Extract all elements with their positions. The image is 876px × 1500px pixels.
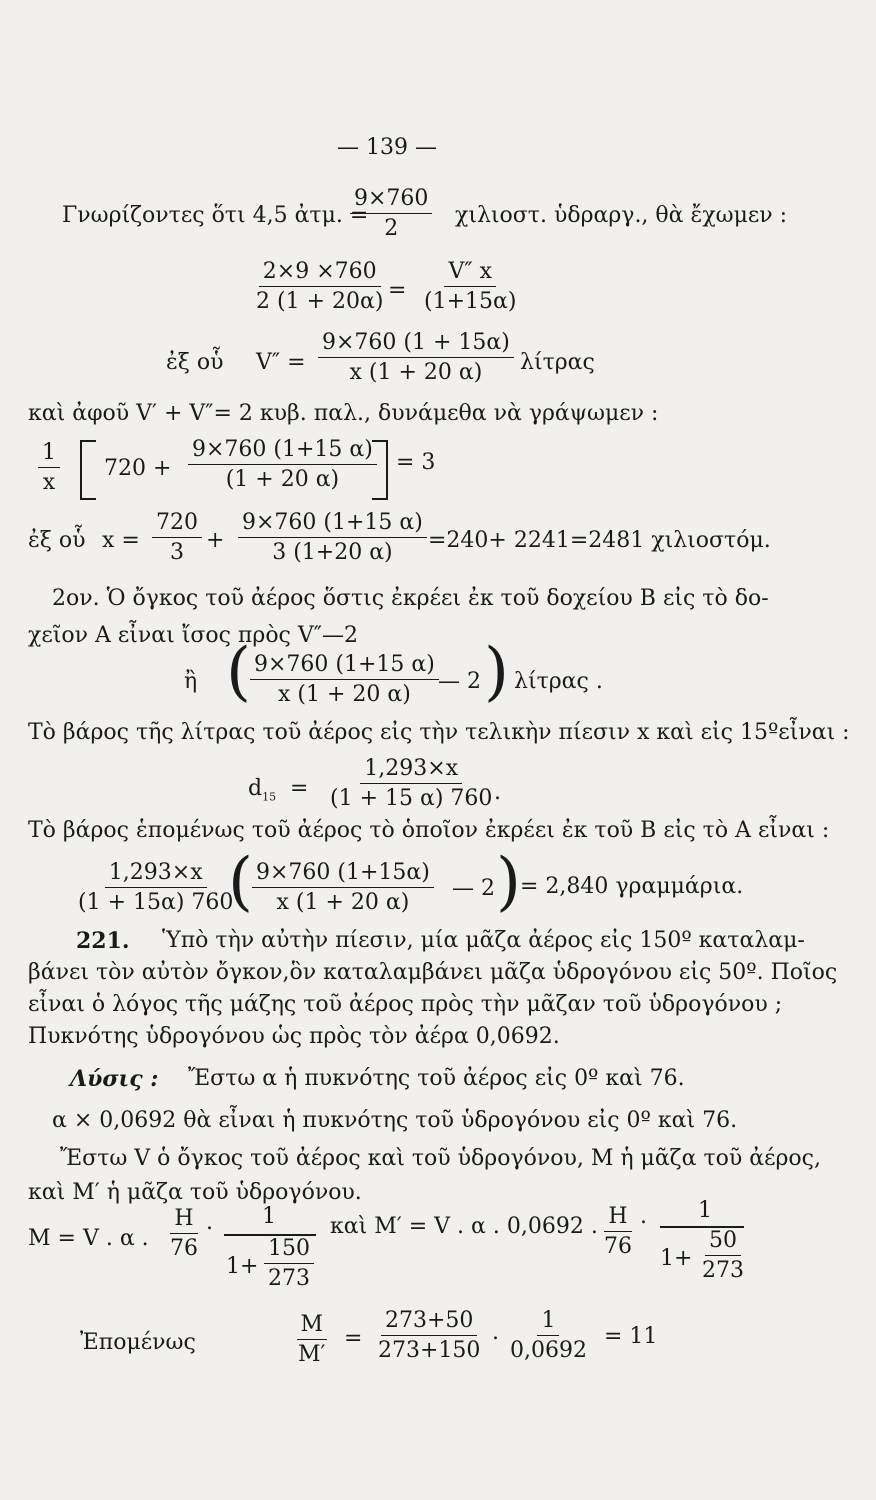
eq8-one-2: 1 [698, 1198, 712, 1223]
eq8-middle: καὶ Μ′ = V . α . 0,0692 . [330, 1214, 598, 1239]
eq7-left-paren: ( [228, 845, 253, 919]
problem-line-2: βάνει τὸν αὐτὸν ὄγκον,ὃν καταλαμβάνει μᾶζα ὑδρογόνου εἰς 50º. Ποῖος [28, 960, 838, 985]
page-number: — 139 — [337, 135, 437, 160]
solution-label: Λύσις : [70, 1066, 159, 1092]
eq9-fraction-1: $\frac{273+50}{273+150}$ [378, 1308, 481, 1364]
eq7-fraction-1: $\frac{1,293\times x}{(1 + 15\alpha) 760}$ [78, 860, 234, 916]
eq7-right-paren: ) [496, 845, 521, 919]
eq4-fraction-720-over-3: $\frac{720}{3}$ [152, 510, 202, 566]
solution-line-1: Ἔστω α ἡ πυκνότης τοῦ ἀέρος εἰς 0º καὶ 76. [188, 1066, 685, 1091]
eq3-fraction: $\frac{9\times 760 (1+15 \alpha)}{(1 + 20 \alpha)}$ [188, 437, 377, 493]
eq4-prefix: ἐξ οὗ [28, 528, 86, 553]
eq4-result: =240+ 2241=2481 χιλιοστόμ. [428, 528, 771, 553]
eq8-50-over-273: $\frac{50}{273}$ [702, 1228, 744, 1284]
eq8-one-plus-1: 1+ [226, 1254, 259, 1279]
eq3-720: 720 + [104, 456, 172, 481]
eq9-dot: . [492, 1320, 499, 1345]
eq5-fraction: $\frac{9\times 760 (1+15 \alpha)}{x (1 + 20 \alpha)}$ [250, 652, 439, 708]
intro-text: Γνωρίζοντες ὅτι 4,5 ἀτμ. = [62, 203, 369, 228]
eq2-fraction: $\frac{9\times 760 (1 + 15\alpha)}{x (1 + 20 \alpha)}$ [318, 330, 514, 386]
eq2-unit: λίτρας [520, 350, 595, 375]
eq9-equals: = [344, 1326, 363, 1351]
eq9-fraction-2: $\frac{1}{0,0692}$ [510, 1308, 587, 1364]
eq2-lhs: V″ = [256, 350, 306, 375]
text-line-8: Τὸ βάρος τῆς λίτρας τοῦ ἀέρος εἰς τὴν τελικὴν πίεσιν x καὶ εἰς 15ºεἶναι : [28, 720, 850, 745]
eq8-dot-1: . [206, 1210, 213, 1235]
eq3-result: = 3 [396, 450, 436, 475]
solution-line-4: καὶ Μ′ ἡ μᾶζα τοῦ ὑδρογόνου. [28, 1180, 362, 1205]
eq5-minus-two: — 2 [438, 669, 481, 694]
eq7-minus-two: — 2 [452, 876, 495, 901]
eq6-dot: . [494, 780, 501, 805]
eq2-prefix: ἐξ οὗ [166, 350, 224, 375]
text-line-9: Τὸ βάρος ἑπομένως τοῦ ἀέρος τὸ ὁποῖον ἐκρέει ἐκ τοῦ Β εἰς τὸ Α εἶναι : [28, 818, 830, 843]
eq1-left-fraction: $\frac{2\times 9 \times 760}{2 (1 + 20\alpha)}$ [256, 259, 384, 315]
eq8-150-over-273: $\frac{150}{273}$ [264, 1236, 314, 1292]
eq6-fraction: $\frac{1,293\times x}{(1 + 15 \alpha) 760}$ [330, 756, 493, 812]
eq8-lhs: Μ = V . α . [28, 1226, 149, 1251]
eq1-equals: = [388, 278, 407, 303]
eq5-left-paren: ( [226, 635, 251, 709]
eq6-d: $d_{15}$ [248, 776, 277, 804]
text-line-4: καὶ ἀφοῦ V′ + V″= 2 κυβ. παλ., δυνάμεθα νὰ γράψωμεν : [28, 401, 659, 426]
problem-line-3: εἶναι ὁ λόγος τῆς μάζης τοῦ ἀέρος πρὸς τὴν μᾶζαν τοῦ ὑδρογόνου ; [28, 992, 783, 1017]
eq4-fraction: $\frac{9\times 760 (1+15 \alpha)}{3 (1+20 \alpha)}$ [238, 510, 427, 566]
eq7-fraction-2: $\frac{9\times 760 (1+15\alpha)}{x (1 + 20 \alpha)}$ [252, 860, 434, 916]
problem-line-1: Ὑπὸ τὴν αὐτὴν πίεσιν, μία μᾶζα ἀέρος εἰς 150º καταλαμ- [162, 928, 805, 953]
problem-number: 221. [76, 928, 130, 954]
eq8-one-plus-2: 1+ [660, 1246, 693, 1271]
intro-text-end: χιλιοστ. ὑδραργ., θὰ ἔχωμεν : [455, 203, 788, 228]
eq1-right-fraction: $\frac{V'' x}{(1+15\alpha)}$ [424, 259, 517, 315]
eq5-prefix: ἢ [184, 669, 198, 694]
eq9-result: = 11 [604, 1324, 658, 1349]
fraction-9x760-over-2: $\frac{9\times 760}{2}$ [350, 186, 432, 242]
para2-line2: χεῖον Α εἶναι ἴσος πρὸς V″—2 [28, 623, 358, 648]
eq8-one-1: 1 [262, 1204, 276, 1229]
eq3-right-bracket [372, 440, 388, 500]
eq3-left-bracket [80, 440, 96, 500]
eq3-one-over-x: $\frac{1}{x}$ [38, 440, 60, 496]
solution-line-3: Ἔστω V ὁ ὄγκος τοῦ ἀέρος καὶ τοῦ ὑδρογόνου, Μ ἡ μᾶζα τοῦ ἀέρος, [60, 1146, 821, 1171]
eq8-h-over-76: $\frac{H}{76}$ [170, 1206, 198, 1262]
eq4-lhs: x = [102, 528, 140, 553]
eq5-unit: λίτρας . [514, 669, 603, 694]
eq9-m-over-m-prime: $\frac{M}{M'}$ [298, 1312, 326, 1368]
eq9-prefix: Ἐπομένως [80, 1330, 196, 1355]
eq6-equals: = [290, 776, 309, 801]
solution-line-2: α × 0,0692 θὰ εἶναι ἡ πυκνότης τοῦ ὑδρογόνου εἰς 0º καὶ 76. [52, 1108, 738, 1133]
eq5-right-paren: ) [484, 635, 509, 709]
eq8-h-over-76-2: $\frac{H}{76}$ [604, 1204, 632, 1260]
eq7-result: = 2,840 γραμμάρια. [520, 874, 744, 899]
eq4-plus: + [206, 528, 225, 553]
problem-line-4: Πυκνότης ὑδρογόνου ὡς πρὸς τὸν ἀέρα 0,0692. [28, 1024, 560, 1049]
para2-line1: 2ον. Ὁ ὄγκος τοῦ ἀέρος ὅστις ἐκρέει ἐκ τοῦ δοχείου Β εἰς τὸ δο- [52, 586, 769, 611]
eq8-dot-2: . [640, 1204, 647, 1229]
